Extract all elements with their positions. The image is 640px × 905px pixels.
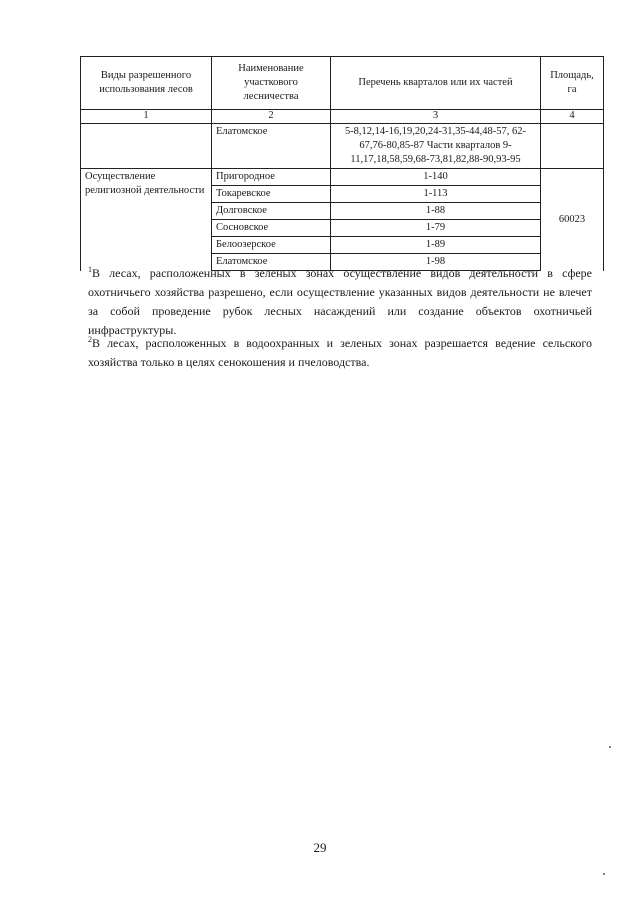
forestry-name: Елатомское xyxy=(212,254,331,271)
footnote-mark: 2 xyxy=(88,335,92,344)
column-number: 2 xyxy=(212,110,331,124)
quarter-list: 5-8,12,14-16,19,20,24-31,35-44,48-57, 62-67,76-80,85-87 Части кварталов 9-11,17,18,58,59,68-73,81,82,88-90,93-95 xyxy=(331,124,541,169)
column-number: 1 xyxy=(81,110,212,124)
header-area: Площадь, га xyxy=(541,57,604,110)
scan-speck xyxy=(603,873,605,875)
use-type: Осуществление религиозной деятельности xyxy=(81,169,212,271)
column-number: 4 xyxy=(541,110,604,124)
column-number-row xyxy=(81,110,604,124)
footnote-text: В лесах, расположенных в водоохранных и зеленых зонах разрешается ведение сельского хозяйства только в целях сенокошения и пчеловодства. xyxy=(88,336,592,369)
forestry-name: Пригородное xyxy=(212,169,331,186)
table-row xyxy=(81,169,604,186)
area-cell-empty xyxy=(541,124,604,169)
forest-use-table xyxy=(80,56,604,271)
footnote-2 xyxy=(88,334,592,372)
footnote-text: В лесах, расположенных в зеленых зонах осуществление видов деятельности в сфере охотничьего хозяйства разрешено, если осуществление указанных видов деятельности не влечет за собой проведение рубок лесных насаждений или создание объектов охотничьей инфраструктуры. xyxy=(88,266,592,337)
forestry-name: Сосновское xyxy=(212,220,331,237)
forestry-name: Токаревское xyxy=(212,186,331,203)
header-use-type: Виды разрешенного использования лесов xyxy=(81,57,212,110)
quarter-list: 1-79 xyxy=(331,220,541,237)
table-row xyxy=(81,124,604,169)
footnote-mark: 1 xyxy=(88,265,92,274)
quarter-list: 1-89 xyxy=(331,237,541,254)
header-row xyxy=(81,57,604,110)
column-number: 3 xyxy=(331,110,541,124)
quarter-list: 1-113 xyxy=(331,186,541,203)
area-value: 60023 xyxy=(541,169,604,271)
quarter-list: 1-88 xyxy=(331,203,541,220)
footnote-1 xyxy=(88,264,592,340)
forestry-name: Долговское xyxy=(212,203,331,220)
header-quarters: Перечень кварталов или их частей xyxy=(331,57,541,110)
use-type-cell-empty xyxy=(81,124,212,169)
scan-speck xyxy=(609,746,611,748)
quarter-list: 1-140 xyxy=(331,169,541,186)
forestry-name: Белоозерское xyxy=(212,237,331,254)
page-number: 29 xyxy=(313,840,327,855)
forestry-name: Елатомское xyxy=(212,124,331,169)
quarter-list: 1-98 xyxy=(331,254,541,271)
header-forestry: Наименование участкового лесничества xyxy=(212,57,331,110)
